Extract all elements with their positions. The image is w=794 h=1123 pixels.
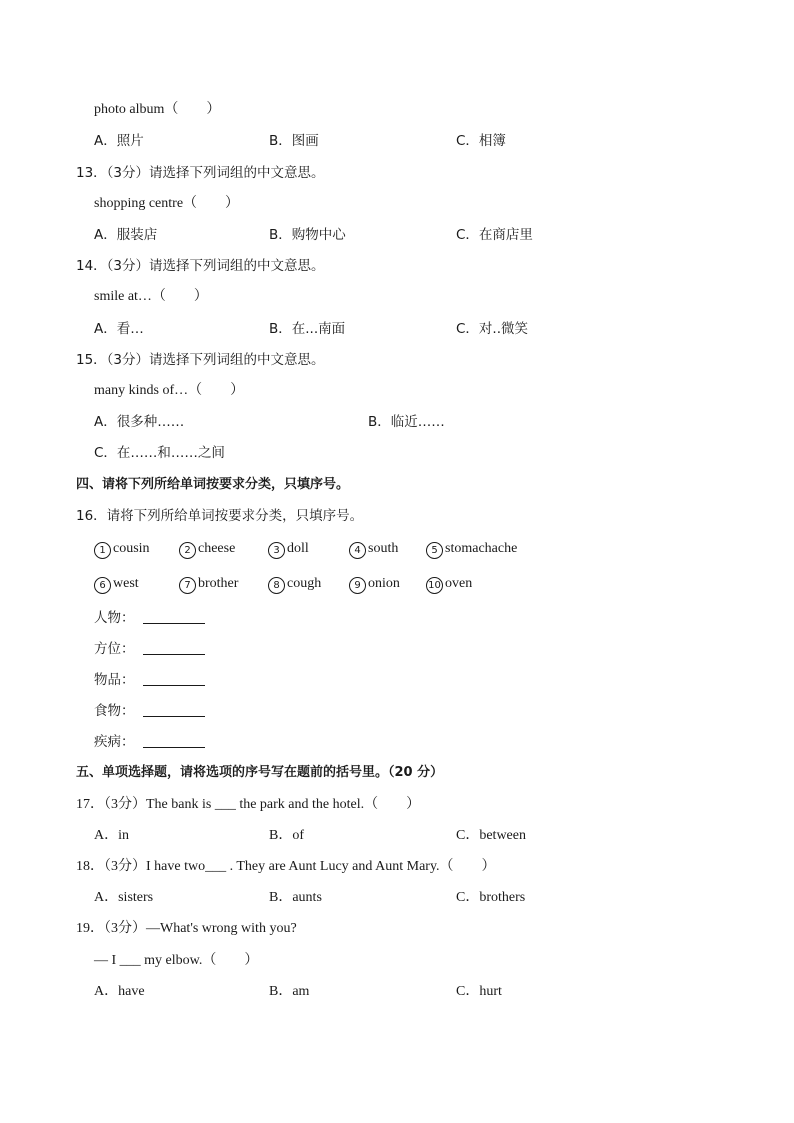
question-19-title: 19．（3分）—What's wrong with you? <box>76 921 297 936</box>
q15-option-a[interactable]: A．很多种…… <box>94 414 185 430</box>
q19-option-b[interactable]: B．am <box>269 984 310 999</box>
number-circle-icon: 4 <box>349 542 366 559</box>
q14-option-a[interactable]: A．看… <box>94 321 144 337</box>
category-food <box>94 702 205 720</box>
q13-option-b[interactable]: B．购物中心 <box>269 227 346 243</box>
q18-option-b[interactable]: B．aunts <box>269 890 322 905</box>
word-text: cough <box>287 576 322 591</box>
question-17-title: 17．（3分）The bank is ___ the park and the hotel.（ ） <box>76 797 421 812</box>
category-objects <box>94 671 205 689</box>
word-item <box>426 540 517 559</box>
category-label: 人物： <box>94 610 135 626</box>
question-13-title: 13．（3分）请选择下列词组的中文意思。 <box>76 165 325 181</box>
category-label: 疾病： <box>94 734 135 750</box>
question-19-stem: — I ___ my elbow.（ ） <box>94 953 259 968</box>
number-circle-icon: 7 <box>179 577 196 594</box>
number-circle-icon: 3 <box>268 542 285 559</box>
word-item <box>268 575 321 594</box>
category-illness <box>94 733 205 751</box>
question-14-stem: smile at…（ ） <box>94 289 208 304</box>
question-14-title: 14．（3分）请选择下列词组的中文意思。 <box>76 258 325 274</box>
number-circle-icon: 2 <box>179 542 196 559</box>
q12-option-a[interactable]: A．照片 <box>94 133 144 149</box>
q17-option-a[interactable]: A．in <box>94 828 129 843</box>
word-text: south <box>368 541 399 556</box>
number-circle-icon: 10 <box>426 577 443 594</box>
word-text: brother <box>198 576 239 591</box>
answer-blank[interactable] <box>143 735 205 748</box>
category-label: 物品： <box>94 672 135 688</box>
question-15-stem: many kinds of…（ ） <box>94 383 245 398</box>
number-circle-icon: 9 <box>349 577 366 594</box>
q12-option-b[interactable]: B．图画 <box>269 133 319 149</box>
section-4-heading: 四、请将下列所给单词按要求分类，只填序号。 <box>76 477 350 492</box>
word-text: west <box>113 576 139 591</box>
q17-option-b[interactable]: B．of <box>269 828 304 843</box>
word-text: onion <box>368 576 400 591</box>
q17-option-c[interactable]: C．between <box>456 828 526 843</box>
q15-option-c[interactable]: C．在……和……之间 <box>94 445 225 461</box>
word-item <box>94 575 139 594</box>
category-direction <box>94 640 205 658</box>
q12-option-c[interactable]: C．相簿 <box>456 133 506 149</box>
word-item <box>268 540 309 559</box>
number-circle-icon: 5 <box>426 542 443 559</box>
word-item <box>179 575 238 594</box>
word-text: oven <box>445 576 473 591</box>
question-15-title: 15．（3分）请选择下列词组的中文意思。 <box>76 352 325 368</box>
category-label: 食物： <box>94 703 135 719</box>
question-16-title: 16．请将下列所给单词按要求分类，只填序号。 <box>76 508 364 524</box>
word-text: cousin <box>113 541 150 556</box>
word-text: cheese <box>198 541 236 556</box>
q14-option-b[interactable]: B．在...南面 <box>269 321 346 337</box>
q13-option-c[interactable]: C．在商店里 <box>456 227 533 243</box>
q18-option-a[interactable]: A．sisters <box>94 890 154 905</box>
word-item <box>349 540 398 559</box>
word-item <box>426 575 472 594</box>
word-text: stomachache <box>445 541 518 556</box>
q15-option-b[interactable]: B．临近…… <box>368 414 445 430</box>
word-item <box>94 540 150 559</box>
answer-blank[interactable] <box>143 704 205 717</box>
word-text: doll <box>287 541 309 556</box>
number-circle-icon: 1 <box>94 542 111 559</box>
number-circle-icon: 8 <box>268 577 285 594</box>
answer-blank[interactable] <box>143 611 205 624</box>
number-circle-icon: 6 <box>94 577 111 594</box>
question-13-stem: shopping centre（ ） <box>94 196 240 211</box>
question-12-stem: photo album（ ） <box>94 102 221 117</box>
answer-blank[interactable] <box>143 642 205 655</box>
section-5-heading: 五、单项选择题，请将选项的序号写在题前的括号里。（20 分） <box>76 765 444 780</box>
q14-option-c[interactable]: C．对..微笑 <box>456 321 529 337</box>
word-item <box>179 540 235 559</box>
word-item <box>349 575 400 594</box>
category-label: 方位： <box>94 641 135 657</box>
q19-option-a[interactable]: A．have <box>94 984 145 999</box>
category-people <box>94 609 205 627</box>
question-18-title: 18．（3分）I have two___ . They are Aunt Lucy and Aunt Mary.（ ） <box>76 859 496 874</box>
q19-option-c[interactable]: C．hurt <box>456 984 502 999</box>
q13-option-a[interactable]: A．服装店 <box>94 227 158 243</box>
answer-blank[interactable] <box>143 673 205 686</box>
q18-option-c[interactable]: C．brothers <box>456 890 526 905</box>
